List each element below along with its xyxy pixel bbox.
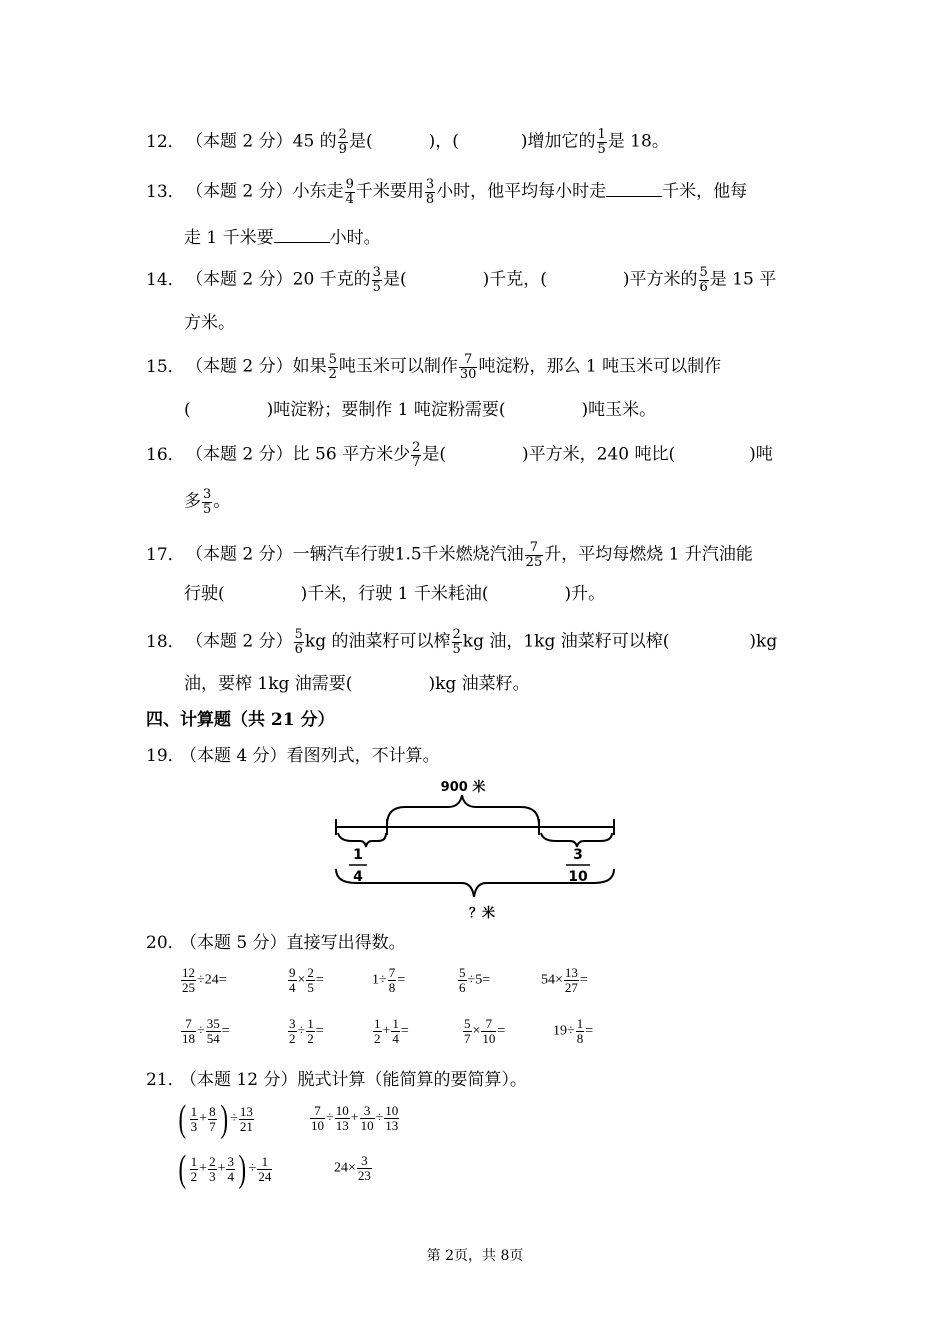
segment-diagram: [0, 775, 950, 925]
question-number: 16．: [146, 444, 185, 465]
question-14-line-2: 方米。: [184, 313, 235, 333]
calc-item: 54× $\frac{13}{27}$ =: [541, 965, 588, 995]
question-number: 13．: [146, 181, 185, 202]
fraction: $\frac{2}{5}$: [452, 627, 461, 657]
question-15-line-2: ( )吨淀粉；要制作 1 吨淀粉需要( )吨玉米。: [184, 400, 657, 420]
expression-3: ( $\frac{1}{2}$ + $\frac{2}{3}$ + $\frac{3}{4}$ ) ÷ $\frac{1}{24}$: [178, 1148, 272, 1190]
question-17-line-2: 行驶( )千米，行驶 1 千米耗油( )升。: [184, 584, 606, 604]
calc-item: $\frac{9}{4}$ × $\frac{2}{5}$ =: [289, 965, 324, 995]
top-brace: [387, 795, 539, 825]
left-brace: [338, 833, 386, 847]
calc-item: $\frac{3}{2}$ ÷ $\frac{1}{2}$ =: [289, 1016, 324, 1046]
question-13-line-2: 走 1 千米要 小时。: [184, 228, 381, 248]
question-12: 12．（本题 2 分）45 的 $\frac{2}{9}$ 是( )，( )增加它的 $\frac{1}{5}$ 是 18。: [146, 127, 669, 157]
fraction: $\frac{2}{9}$: [338, 127, 347, 157]
answer-blank[interactable]: [274, 228, 330, 243]
question-18: 18．（本题 2 分） $\frac{5}{6}$ kg 的油菜籽可以榨 $\frac{2}{5}$ kg 油，1kg 油菜籽可以榨( )kg: [146, 627, 778, 657]
question-21: 21．（本题 12 分）脱式计算（能简算的要简算）。: [146, 1070, 527, 1090]
calc-item: $\frac{7}{18}$ ÷ $\frac{35}{54}$ =: [182, 1016, 230, 1046]
fraction: $\frac{1}{5}$: [597, 127, 606, 157]
question-number: 21．: [146, 1070, 185, 1090]
left-fraction-denominator: 4: [353, 869, 363, 885]
question-number: 14．: [146, 269, 185, 290]
question-number: 19．: [146, 746, 185, 766]
right-fraction-numerator: 3: [573, 847, 583, 863]
page-footer: 第 2页，共 8页: [426, 1248, 524, 1264]
calc-item: $\frac{1}{2}$ + $\frac{1}{4}$ =: [374, 1016, 409, 1046]
question-number: 17．: [146, 544, 185, 565]
question-13: 13．（本题 2 分）小东走 $\frac{9}{4}$ 千米要用 $\frac{3}{8}$ 小时，他平均每小时走 千米，他每: [146, 177, 748, 207]
answer-blank[interactable]: [606, 182, 662, 197]
fraction: $\frac{5}{6}$: [699, 265, 708, 295]
question-16: 16．（本题 2 分）比 56 平方米少 $\frac{2}{7}$ 是( )平方米，240 吨比( )吨: [146, 440, 773, 470]
fraction: $\frac{3}{5}$: [372, 265, 381, 295]
expression-4: 24× $\frac{3}{23}$: [334, 1153, 371, 1183]
question-number: 15．: [146, 356, 185, 377]
bottom-label: ？米: [468, 906, 496, 921]
right-brace: [541, 833, 612, 847]
question-18-line-2: 油，要榨 1kg 油需要( )kg 油菜籽。: [184, 674, 530, 694]
fraction: $\frac{7}{25}$: [525, 540, 543, 570]
calc-item: $\frac{12}{25}$ ÷24=: [182, 965, 227, 995]
calc-item: $\frac{5}{7}$ × $\frac{7}{10}$ =: [464, 1016, 506, 1046]
question-number: 18．: [146, 631, 185, 652]
right-fraction-denominator: 10: [568, 869, 588, 885]
left-fraction-numerator: 1: [353, 847, 363, 863]
question-16-line-2: 多 $\frac{3}{5}$ 。: [184, 487, 231, 517]
fraction: $\frac{5}{2}$: [328, 352, 337, 382]
fraction: $\frac{7}{30}$: [459, 352, 477, 382]
question-20: 20．（本题 5 分）直接写出得数。: [146, 933, 406, 953]
question-17: 17．（本题 2 分）一辆汽车行驶1.5千米燃烧汽油 $\frac{7}{25}$ 升，平均每燃烧 1 升汽油能: [146, 540, 753, 570]
fraction: $\frac{3}{8}$: [425, 177, 435, 207]
section-heading: 四、计算题（共 21 分）: [146, 710, 335, 730]
question-19: 19．（本题 4 分）看图列式，不计算。: [146, 746, 440, 766]
expression-2: $\frac{7}{10}$ ÷ $\frac{10}{13}$ + $\frac{3}{10}$ ÷ $\frac{10}{13}$: [311, 1103, 399, 1133]
calc-item: 19÷ $\frac{1}{8}$ =: [553, 1016, 594, 1046]
question-number: 12．: [146, 131, 185, 152]
fraction: $\frac{9}{4}$: [345, 177, 354, 207]
expression-1: ( $\frac{1}{3}$ + $\frac{8}{7}$ ) ÷ $\frac{13}{21}$: [178, 1098, 253, 1140]
question-14: 14．（本题 2 分）20 千克的 $\frac{3}{5}$ 是( )千克，( )平方米的 $\frac{5}{6}$ 是 15 平: [146, 265, 777, 295]
calc-item: 1÷ $\frac{7}{8}$ =: [372, 965, 406, 995]
question-15: 15．（本题 2 分）如果 $\frac{5}{2}$ 吨玉米可以制作 $\frac{7}{30}$ 吨淀粉，那么 1 吨玉米可以制作: [146, 352, 722, 382]
fraction: $\frac{2}{7}$: [412, 440, 421, 470]
calc-item: $\frac{5}{6}$ ÷5=: [459, 965, 491, 995]
question-number: 20．: [146, 933, 185, 953]
top-label: 900 米: [440, 780, 486, 795]
fraction: $\frac{3}{5}$: [203, 487, 212, 517]
fraction: $\frac{5}{6}$: [294, 627, 303, 657]
